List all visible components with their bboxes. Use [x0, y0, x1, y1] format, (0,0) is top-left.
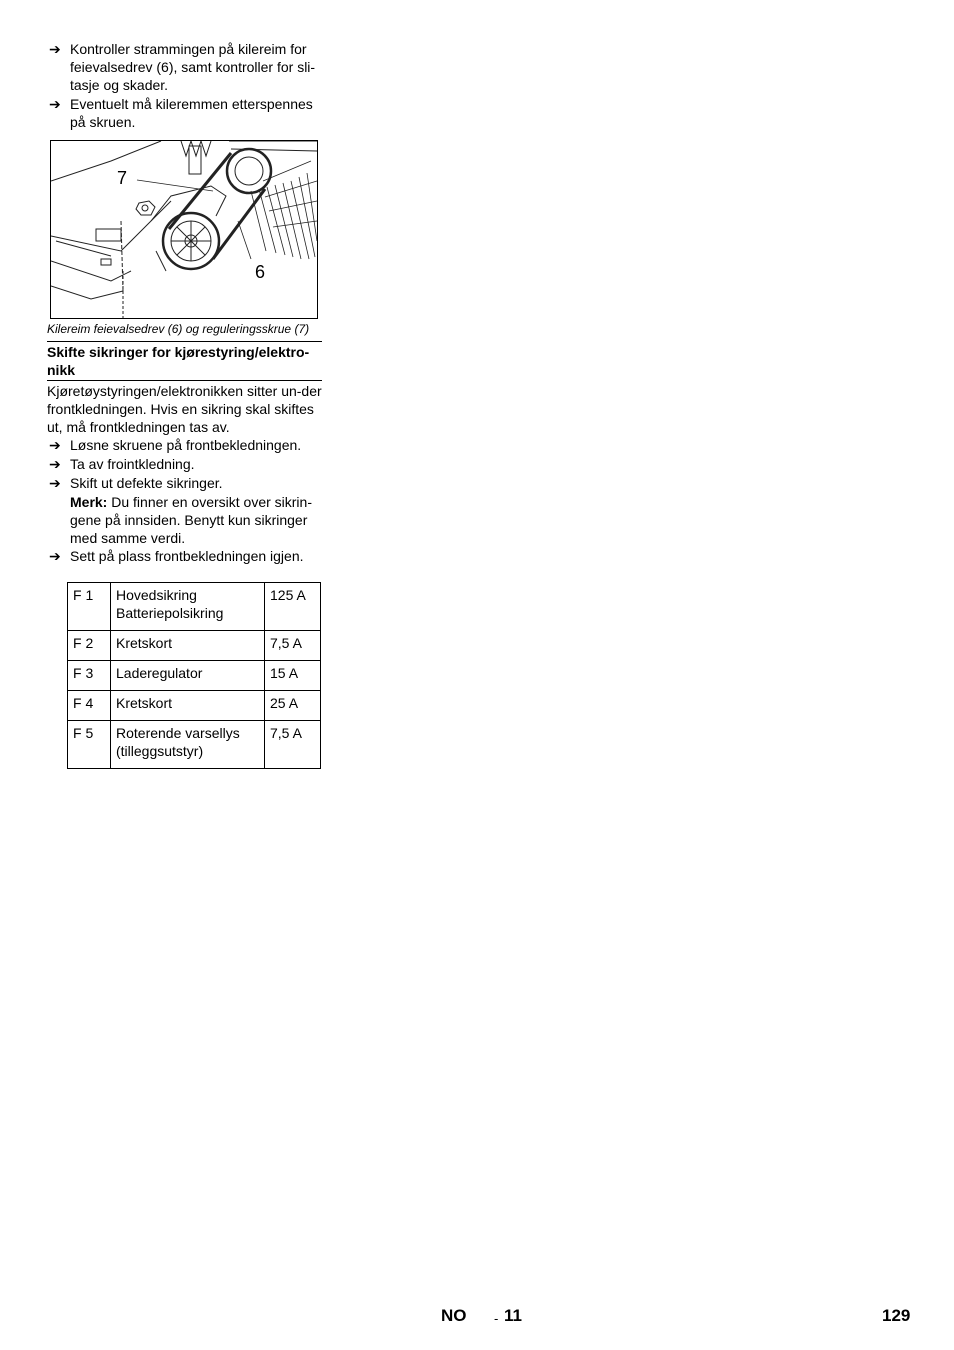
step-text: Kontroller strammingen på kilereim for feievalsedrev (6), samt kontroller for sli-tasje og skader.	[70, 41, 316, 93]
note-text: Du finner en oversikt over sikrin-gene på innsiden. Benytt kun sikringer med samme verdi.	[70, 494, 312, 546]
fuse-id: F 4	[68, 691, 111, 721]
step-text: Eventuelt må kileremmen etterspennes på skruen.	[70, 96, 313, 130]
fuse-name: Kretskort	[111, 631, 265, 661]
fuse-name: Laderegulator	[111, 661, 265, 691]
footer-page-number: 129	[882, 1306, 911, 1325]
step-text: Ta av frointkledning.	[70, 456, 195, 472]
footer-dash: -	[494, 1311, 499, 1326]
belt-drive-figure	[50, 140, 318, 319]
step-remove-cover	[47, 455, 322, 473]
table-row	[68, 691, 321, 721]
step-text: Løsne skruene på frontbekledningen.	[70, 437, 302, 453]
section-intro: Kjøretøystyringen/elektronikken sitter un-der frontkledningen. Hvis en sikring skal skiftes ut, må frontkledningen tas av.	[47, 383, 322, 435]
fuse-value: 25 A	[265, 691, 321, 721]
table-row	[68, 721, 321, 769]
fuse-name-line: (tilleggsutstyr)	[116, 743, 204, 759]
step-replace-fuses	[47, 474, 322, 492]
table-row	[68, 631, 321, 661]
step-check-belt	[47, 40, 322, 94]
fuse-table	[67, 582, 321, 769]
fuse-name-line: Batteriepolsikring	[116, 605, 224, 621]
fuse-name	[111, 721, 265, 769]
arrow-icon: ➔	[49, 437, 61, 453]
fuse-id: F 2	[68, 631, 111, 661]
fuse-value: 125 A	[265, 583, 321, 631]
belt-drive-illustration	[51, 141, 317, 318]
fuse-name	[111, 583, 265, 631]
footer-language: NO	[441, 1306, 467, 1325]
fuse-id: F 5	[68, 721, 111, 769]
fuse-name-line: Roterende varsellys	[116, 725, 240, 741]
step-text: Sett på plass frontbekledningen igjen.	[70, 548, 304, 564]
fuse-value: 7,5 A	[265, 631, 321, 661]
fuse-id: F 1	[68, 583, 111, 631]
fuse-name-line: Hovedsikring	[116, 587, 197, 603]
figure-caption: Kilereim feievalsedrev (6) og reguleringsskrue (7)	[47, 322, 310, 336]
note-label: Merk:	[70, 494, 108, 510]
arrow-icon: ➔	[49, 475, 61, 491]
step-refit-cover	[47, 547, 322, 565]
note	[47, 493, 322, 547]
content-column	[47, 40, 322, 769]
fuse-value: 15 A	[265, 661, 321, 691]
section-heading: Skifte sikringer for kjørestyring/elektro-nikk	[47, 341, 322, 381]
callout-6: 6	[255, 262, 266, 282]
arrow-icon: ➔	[49, 41, 61, 57]
step-tension-belt	[47, 95, 322, 131]
callout-7: 7	[117, 168, 128, 188]
fuse-name: Kretskort	[111, 691, 265, 721]
footer-section-page: 11	[504, 1306, 522, 1325]
arrow-icon: ➔	[49, 548, 61, 564]
step-text: Skift ut defekte sikringer.	[70, 475, 223, 491]
arrow-icon: ➔	[49, 456, 61, 472]
fuse-id: F 3	[68, 661, 111, 691]
table-row	[68, 661, 321, 691]
fuse-value: 7,5 A	[265, 721, 321, 769]
step-loosen-screws	[47, 436, 322, 454]
arrow-icon: ➔	[49, 96, 61, 112]
table-row	[68, 583, 321, 631]
